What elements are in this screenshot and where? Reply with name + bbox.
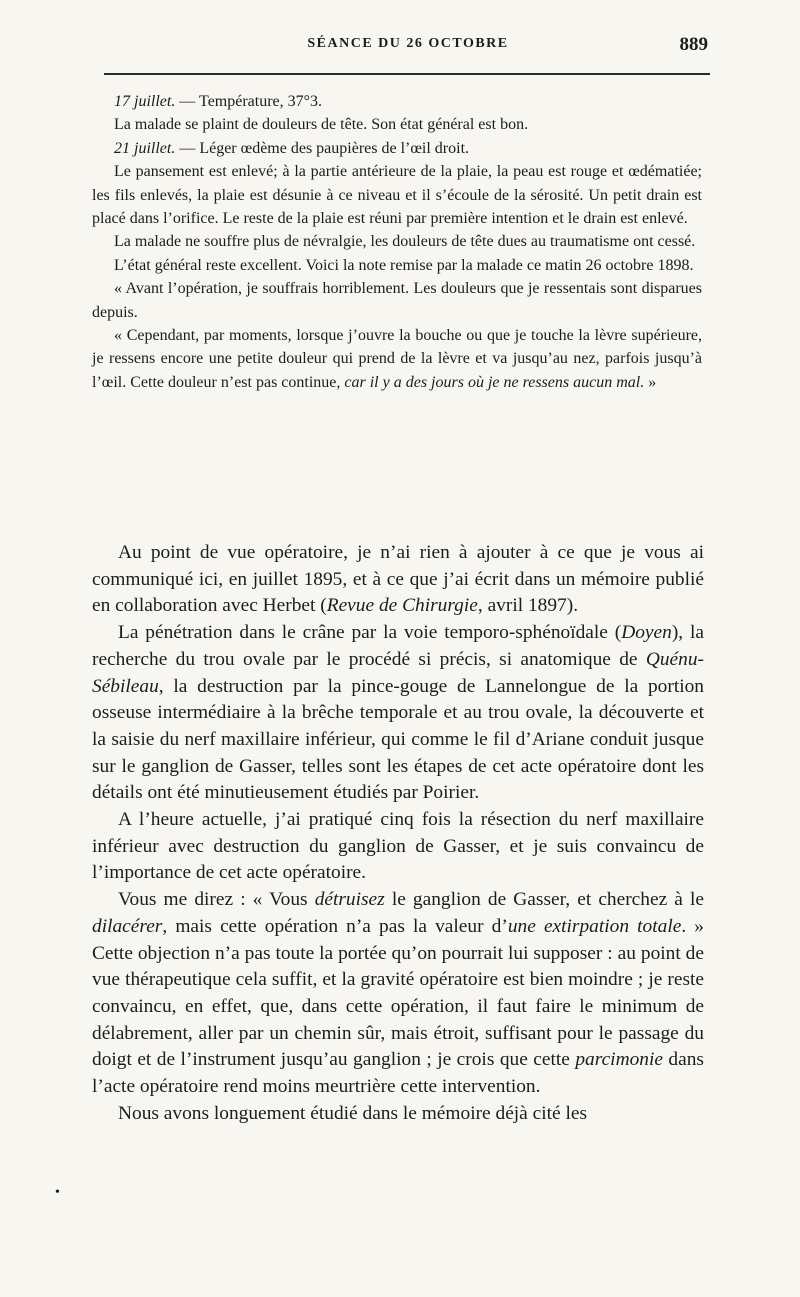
note-paragraph: [92, 113, 702, 136]
italic-text: 17 juillet.: [114, 93, 176, 110]
text-run: dans l’acte opératoire rend moins meurtrière cette intervention.: [92, 1049, 704, 1098]
text-run: le ganglion de Gasser, et cherchez à le: [384, 889, 705, 911]
header-rule: [104, 73, 710, 75]
note-paragraph: [92, 90, 702, 113]
italic-text: Doyen: [621, 622, 672, 644]
note-paragraph: [92, 160, 702, 230]
text-run: — Léger œdème des paupières de l’œil droit.: [175, 139, 470, 157]
text-run: La malade se plaint de douleurs de tête. Son état général est bon.: [114, 116, 529, 134]
italic-text: une extirpation totale: [507, 915, 682, 937]
italic-text: dilacérer: [92, 915, 163, 937]
body-paragraph: [92, 540, 704, 620]
margin-mark: •: [55, 1185, 60, 1200]
text-run: Au point de vue opératoire, je n’ai rien à ajouter à ce que je vous ai communiqué ici, en juillet 1895, et à ce que j’ai écrit dans un mémoire publié en collaboration avec Herbet (: [92, 542, 704, 617]
text-run: »: [644, 373, 657, 391]
body-paragraph: [92, 807, 704, 887]
text-run: , mais cette opération n’a pas la valeur d’: [162, 915, 508, 937]
main-text: [92, 540, 704, 1127]
text-run: « Avant l’opération, je souffrais horriblement. Les douleurs que je ressentais sont disparues depuis.: [92, 280, 702, 321]
italic-text: Quénu-Sébileau: [92, 648, 704, 697]
italic-text: car il y a des jours où je ne ressens aucun mal.: [344, 373, 645, 391]
italic-text: Revue de Chirurgie: [326, 595, 478, 617]
running-title: SÉANCE DU 26 OCTOBRE: [307, 36, 509, 51]
note-paragraph: [92, 254, 702, 277]
italic-text: parcimonie: [575, 1049, 663, 1071]
text-run: Le pansement est enlevé; à la partie antérieure de la plaie, la peau est rouge et œdématiée; les fils enlevés, la plaie est désunie à ce niveau et il s’écoule de la sérosité. Un petit drain est placé dans l’orifice. Le reste de la plaie est réuni par première intention et le drain est enlevé.: [92, 163, 702, 228]
text-run: , la destruction par la pince-gouge de Lannelongue de la portion osseuse intermédiaire à la brêche temporale et au trou ovale, la découverte et la saisie du nerf maxillaire inférieur, qui comme le fil d’Ariane conduit jusque sur le ganglion de Gasser, telles sont les étapes de cet acte opératoire dont les détails ont été minutieusement étudiés par Poirier.: [92, 675, 704, 804]
text-run: A l’heure actuelle, j’ai pratiqué cinq fois la résection du nerf maxillaire inférieur avec destruction du ganglion de Gasser, et je suis convaincu de l’importance de cet acte opératoire.: [92, 809, 704, 884]
text-run: La pénétration dans le crâne par la voie temporo-sphénoïdale (: [118, 622, 622, 644]
body-paragraph: [92, 887, 704, 1101]
text-run: Nous avons longuement étudié dans le mémoire déjà cité les: [118, 1102, 588, 1124]
text-run: — Température, 37°3.: [175, 93, 323, 110]
body-paragraph: [92, 1101, 704, 1128]
page-number: 889: [679, 34, 708, 55]
text-run: Vous me direz : « Vous: [118, 889, 315, 911]
italic-text: détruisez: [314, 889, 385, 911]
text-run: ), la recherche du trou ovale par le procédé si précis, si anatomique de: [92, 622, 704, 670]
italic-text: 21 juillet.: [114, 139, 176, 157]
body-paragraph: [92, 620, 704, 807]
text-run: , avril 1897).: [477, 595, 579, 617]
note-paragraph: [92, 277, 702, 324]
note-paragraph: [92, 137, 702, 160]
text-run: L’état général reste excellent. Voici la note remise par la malade ce matin 26 octobre 1898.: [114, 256, 694, 274]
text-run: « Cependant, par moments, lorsque j’ouvre la bouche ou que je touche la lèvre supérieure, je ressens encore une petite douleur qui prend de la lèvre et va jusqu’au nez, parfois jusqu’à l’œil. Cette douleur n’est pas continue,: [92, 327, 702, 391]
text-run: . » Cette objection n’a pas toute la portée qu’on pourrait lui supposer : au point de vue thérapeutique cela suffit, et la gravité opératoire est bien moindre ; je reste convaincu, en effet, que, dans cette opération, il faut faire le minimum de délabrement, aller par un chemin sûr, mais étroit, suffisant pour le passage du doigt et de l’instrument jusqu’au ganglion ; je crois que cette: [92, 915, 704, 1071]
text-run: La malade ne souffre plus de névralgie, les douleurs de tête dues au traumatisme ont cessé.: [114, 233, 696, 251]
case-notes: [92, 90, 702, 394]
note-paragraph: [92, 230, 702, 253]
page-header: [108, 34, 708, 60]
note-paragraph: [92, 324, 702, 394]
